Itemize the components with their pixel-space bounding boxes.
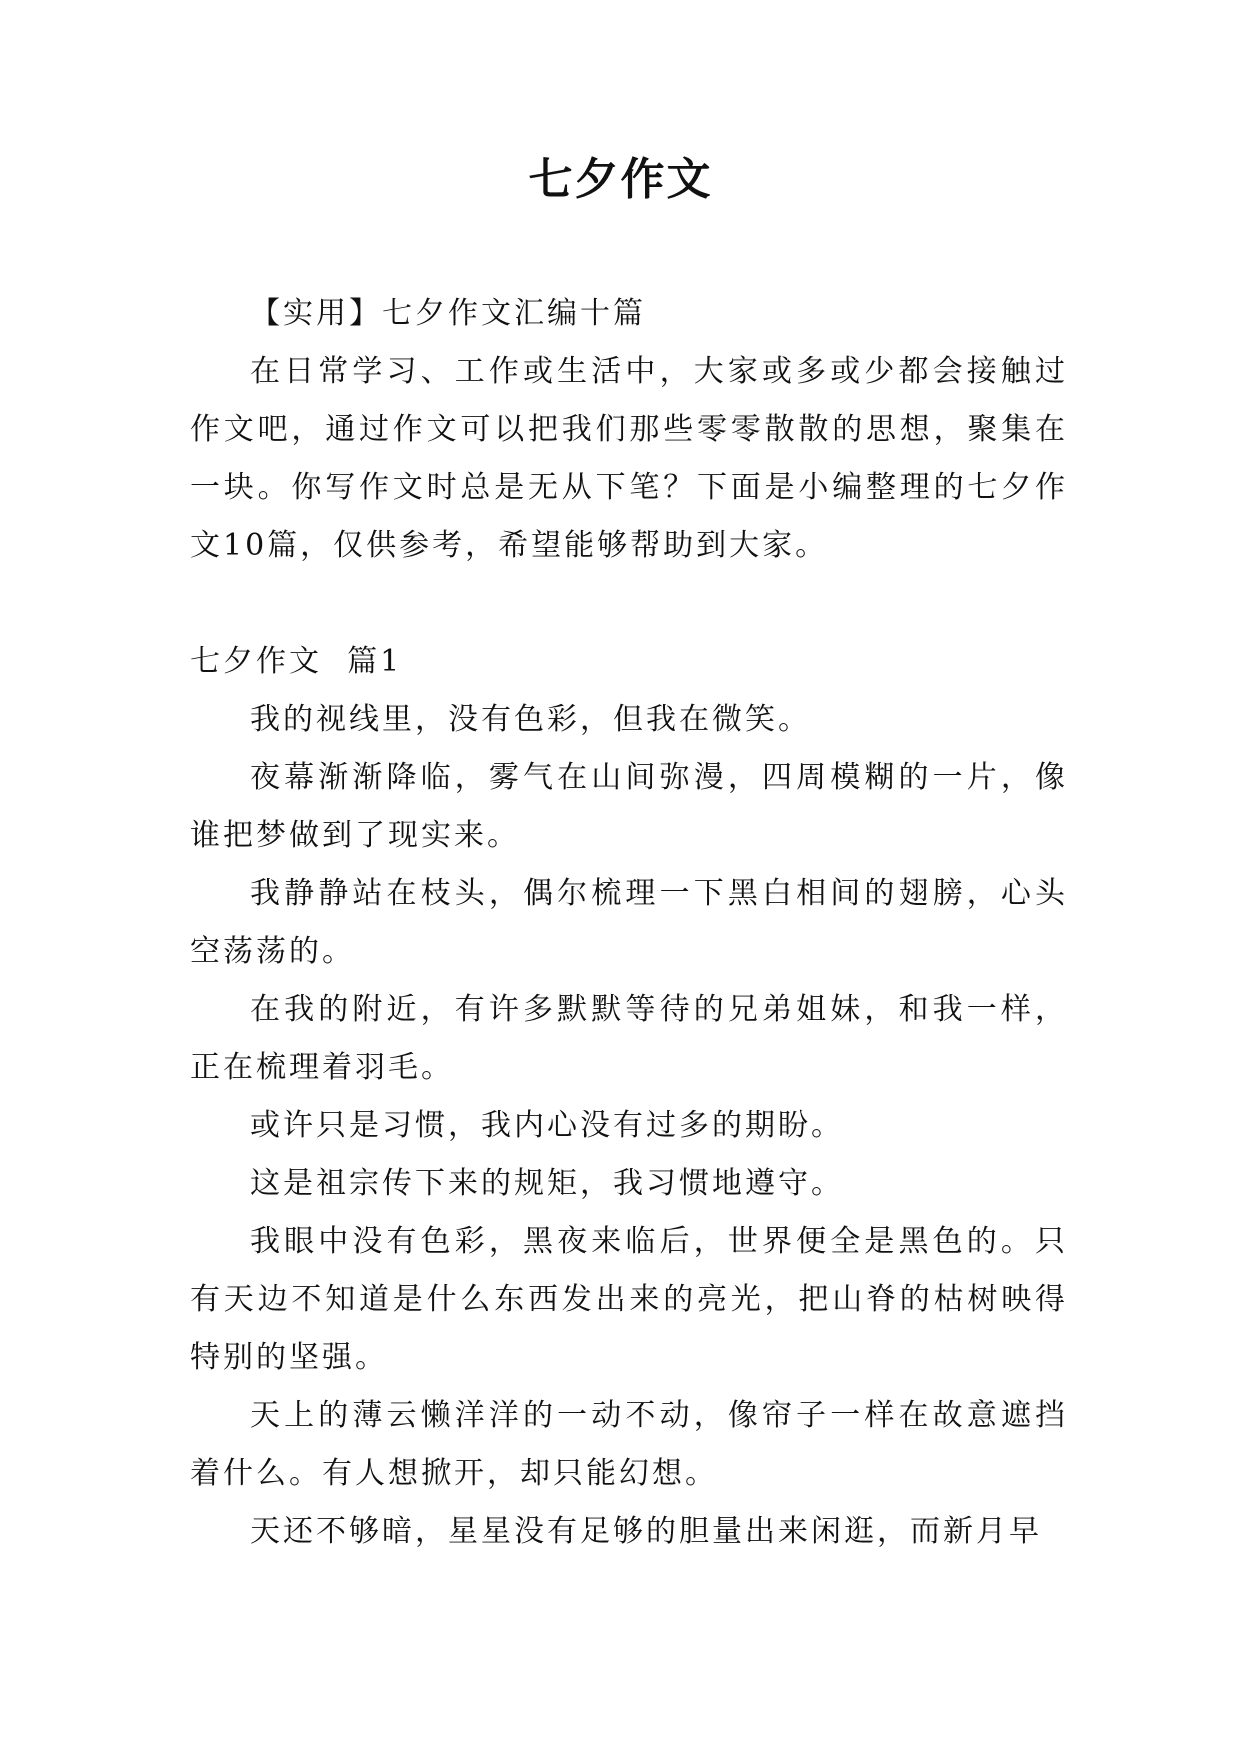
body-paragraph: 我的视线里，没有色彩，但我在微笑。	[250, 702, 811, 737]
section-heading: 七夕作文 篇1	[190, 644, 403, 679]
body-paragraph: 这是祖宗传下来的规矩，我习惯地遵守。	[250, 1166, 844, 1201]
body-paragraph: 天还不够暗，星星没有足够的胆量出来闲逛，而新月早	[250, 1514, 1042, 1549]
body-paragraph: 在我的附近，有许多默默等待的兄弟姐妹，和我一样，正在梳理着羽毛。	[190, 992, 1068, 1085]
body-paragraph: 我眼中没有色彩，黑夜来临后，世界便全是黑色的。只有天边不知道是什么东西发出来的亮光，把山脊的枯树映得特别的坚强。	[190, 1224, 1068, 1375]
document-body	[190, 285, 1068, 1561]
body-paragraph: 或许只是习惯，我内心没有过多的期盼。	[250, 1108, 844, 1143]
document-subtitle: 【实用】七夕作文汇编十篇	[250, 296, 646, 331]
intro-paragraph: 在日常学习、工作或生活中，大家或多或少都会接触过作文吧，通过作文可以把我们那些零零散散的思想，聚集在一块。你写作文时总是无从下笔？下面是小编整理的七夕作文10篇，仅供参考，希望能够帮助到大家。	[190, 354, 1068, 563]
document-title: 七夕作文	[528, 154, 713, 205]
section-gap	[190, 575, 1068, 633]
body-paragraph: 我静静站在枝头，偶尔梳理一下黑白相间的翅膀，心头空荡荡的。	[190, 876, 1068, 969]
body-paragraph: 夜幕渐渐降临，雾气在山间弥漫，四周模糊的一片，像谁把梦做到了现实来。	[190, 760, 1068, 853]
body-paragraph: 天上的薄云懒洋洋的一动不动，像帘子一样在故意遮挡着什么。有人想掀开，却只能幻想。	[190, 1398, 1068, 1491]
